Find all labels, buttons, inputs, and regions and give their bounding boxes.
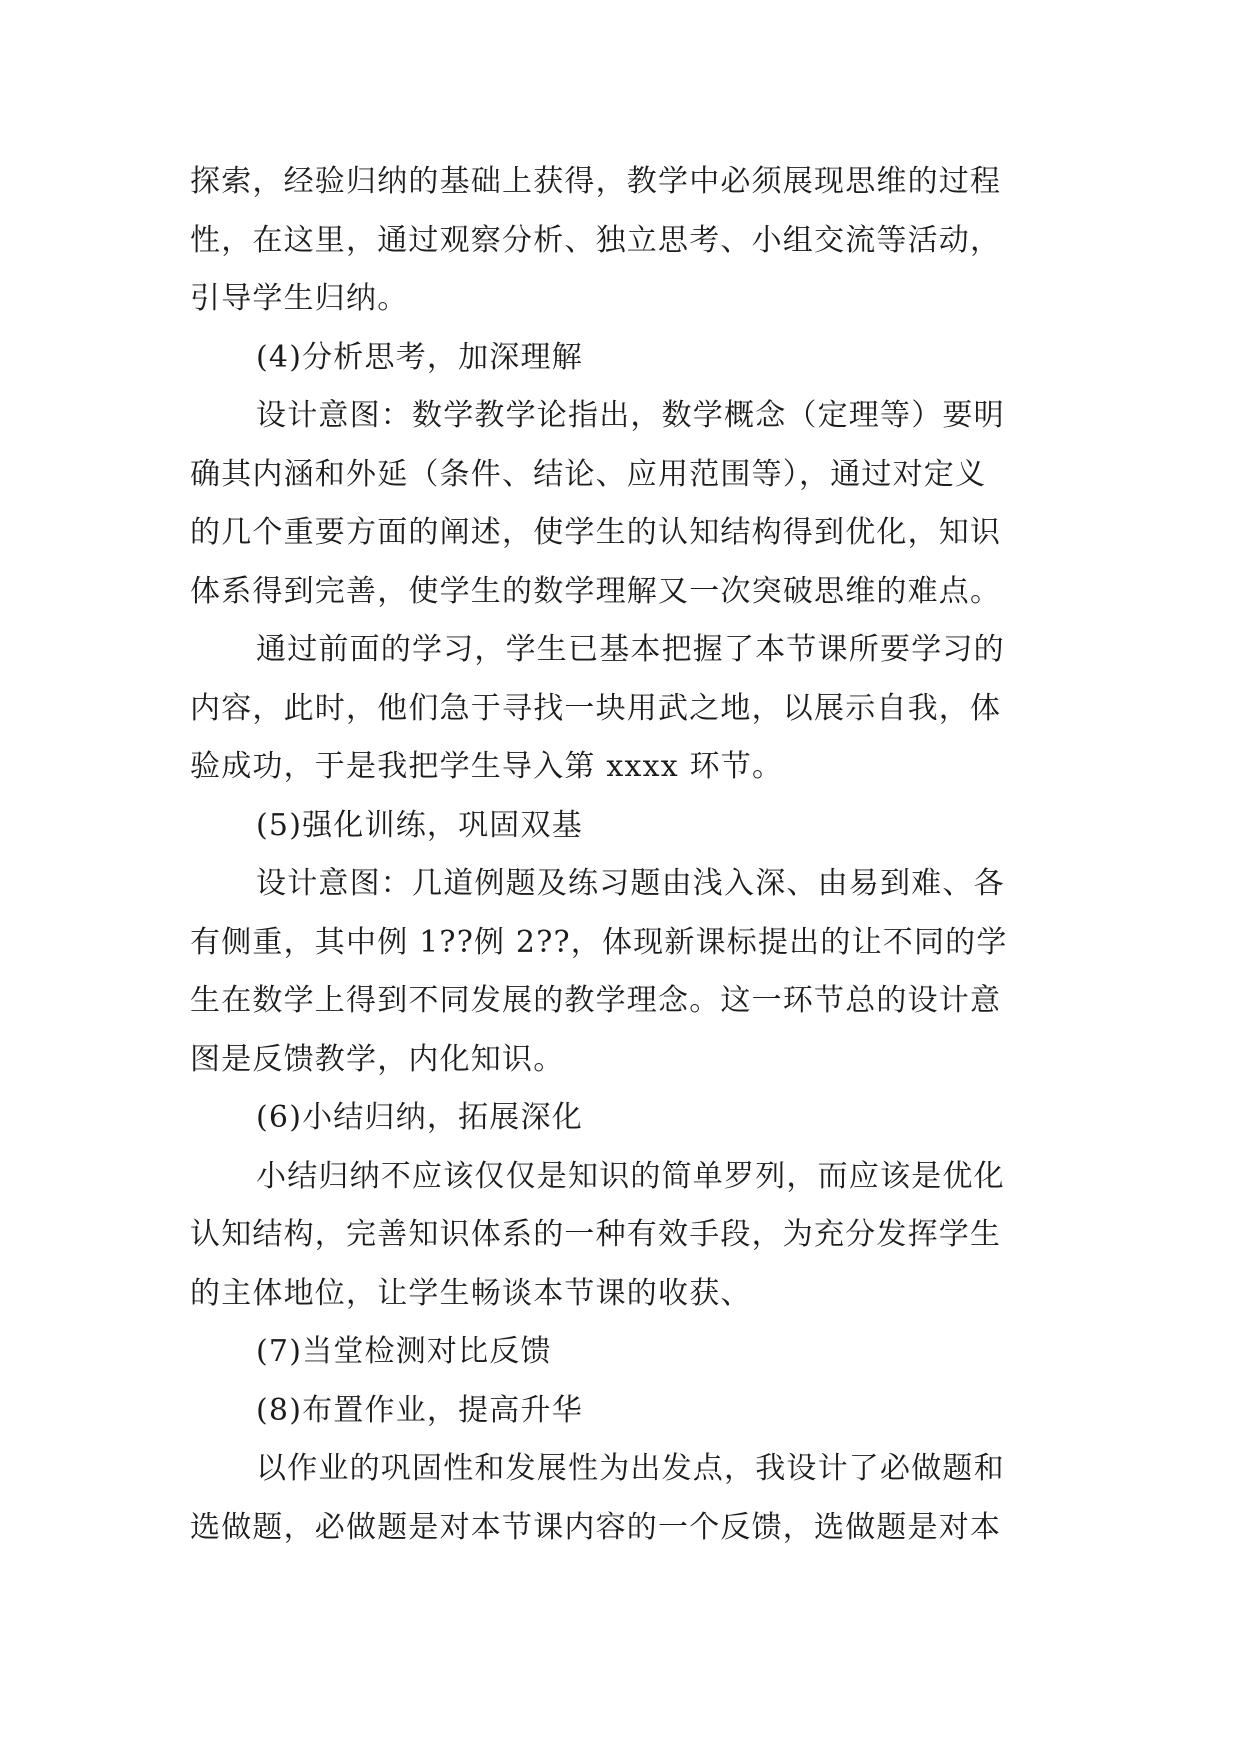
text-line: 引导学生归纳。	[190, 281, 409, 316]
text-line: 通过前面的学习，学生已基本把握了本节课所要学习的	[256, 632, 1005, 667]
text-line: (5)强化训练，巩固双基	[256, 807, 583, 843]
text-line: (4)分析思考，加深理解	[256, 339, 583, 375]
text-line: 认知结构，完善知识体系的一种有效手段，为充分发挥学生	[190, 1217, 1002, 1252]
text-line: 小结归纳不应该仅仅是知识的简单罗列，而应该是优化	[256, 1158, 1005, 1194]
text-line: 以作业的巩固性和发展性为出发点，我设计了必做题和	[256, 1451, 1005, 1486]
text-line: (6)小结归纳，拓展深化	[256, 1100, 583, 1135]
text-line: 的主体地位，让学生畅谈本节课的收获、	[190, 1275, 752, 1311]
text-line: 确其内涵和外延（条件、结论、应用范围等），通过对定义	[190, 456, 987, 492]
text-line: 生在数学上得到不同发展的教学理念。这一环节总的设计意	[190, 983, 1002, 1018]
text-line: (8)布置作业，提高升华	[256, 1392, 583, 1428]
text-line: 有侧重，其中例 1??例 2??，体现新课标提出的让不同的学	[190, 924, 1008, 960]
text-line: 的几个重要方面的阐述，使学生的认知结构得到优化，知识	[190, 515, 1002, 550]
text-line: 设计意图：几道例题及练习题由浅入深、由易到难、各	[256, 866, 1005, 901]
text-line: 体系得到完善，使学生的数学理解又一次突破思维的难点。	[190, 573, 1002, 609]
text-line: 性，在这里，通过观察分析、独立思考、小组交流等活动，	[190, 222, 1002, 258]
text-line: (7)当堂检测对比反馈	[256, 1334, 552, 1369]
text-line: 验成功，于是我把学生导入第 xxxx 环节。	[190, 749, 784, 784]
text-line: 选做题，必做题是对本节课内容的一个反馈，选做题是对本	[190, 1509, 1002, 1545]
document-body	[190, 153, 1060, 1557]
text-line: 探索，经验归纳的基础上获得，教学中必须展现思维的过程	[190, 164, 1002, 199]
text-line: 图是反馈教学，内化知识。	[190, 1041, 565, 1077]
text-line: 设计意图：数学教学论指出，数学概念（定理等）要明	[256, 398, 1005, 433]
text-line: 内容，此时，他们急于寻找一块用武之地，以展示自我，体	[190, 690, 1002, 726]
